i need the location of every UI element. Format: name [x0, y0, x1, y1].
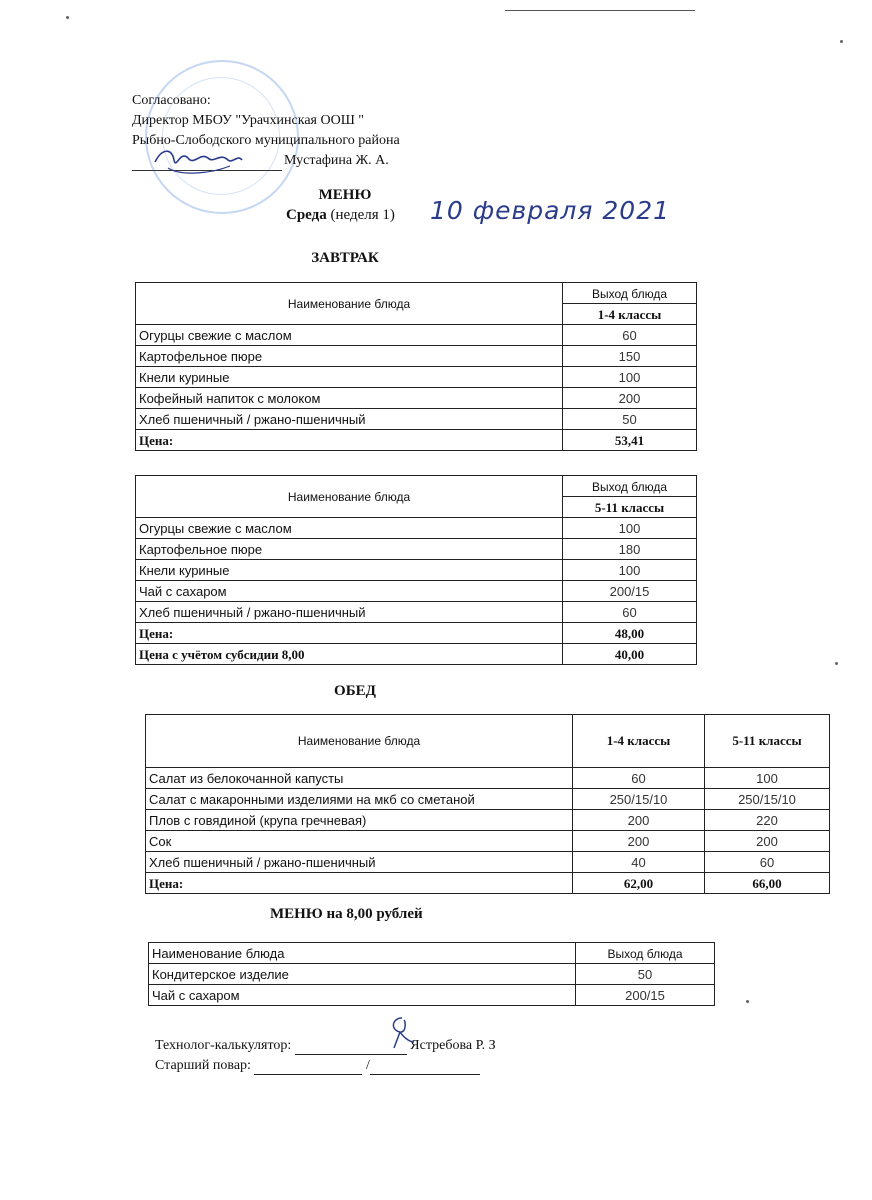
table-row: [146, 852, 830, 873]
breakfast-title: ЗАВТРАК: [311, 250, 379, 266]
column-header-output: Выход блюда: [563, 476, 697, 497]
approval-director-title: Директор МБОУ "Урачхинская ООШ ": [132, 113, 365, 128]
dish-name: Огурцы свежие с маслом: [136, 518, 563, 539]
column-header-class: 1-4 классы: [563, 304, 697, 325]
technologist-name: Ястребова Р. З: [410, 1038, 496, 1053]
dish-name: Кнели куриные: [136, 560, 563, 581]
dish-output: 200: [563, 388, 697, 409]
dish-name: Хлеб пшеничный / ржано-пшеничный: [136, 602, 563, 623]
scan-speck: [835, 662, 838, 665]
price-row: [136, 430, 697, 451]
footer-technologist: [155, 1036, 496, 1055]
column-header-name: Наименование блюда: [136, 283, 563, 325]
dish-output: 180: [563, 539, 697, 560]
table-row: [136, 346, 697, 367]
dish-output-junior: 250/15/10: [573, 789, 705, 810]
table-row: [146, 810, 830, 831]
lunch-table: [145, 714, 830, 894]
dish-output: 100: [563, 518, 697, 539]
table-row: [136, 560, 697, 581]
dish-name: Чай с сахаром: [136, 581, 563, 602]
breakfast-junior-table: [135, 282, 697, 451]
price-senior: 66,00: [705, 873, 830, 894]
table-row: [136, 325, 697, 346]
table-header-row: [136, 476, 697, 497]
menu8-table: [148, 942, 715, 1006]
column-header-output: Выход блюда: [576, 943, 715, 964]
cook-name-separator: /: [365, 1058, 370, 1073]
dish-output: 200/15: [576, 985, 715, 1006]
technologist-label: Технолог-калькулятор:: [155, 1038, 292, 1053]
price-row: [136, 623, 697, 644]
dish-output: 100: [563, 367, 697, 388]
week-number: (неделя 1): [330, 207, 395, 223]
dish-output-junior: 200: [573, 810, 705, 831]
day-name: Среда: [286, 207, 327, 223]
dish-output: 60: [563, 602, 697, 623]
dish-output: 50: [563, 409, 697, 430]
dish-output: 200/15: [563, 581, 697, 602]
dish-name: Чай с сахаром: [149, 985, 576, 1006]
director-signature-icon: [150, 140, 245, 180]
price-value: 53,41: [563, 430, 697, 451]
dish-output-senior: 250/15/10: [705, 789, 830, 810]
cook-signature-line: [254, 1060, 362, 1075]
table-row: [136, 367, 697, 388]
price-junior: 62,00: [573, 873, 705, 894]
handwritten-date: 10 февраля 2021: [430, 196, 671, 225]
dish-name: Огурцы свежие с маслом: [136, 325, 563, 346]
technologist-signature-icon: [380, 1012, 420, 1057]
dish-name: Кондитерское изделие: [149, 964, 576, 985]
dish-name: Картофельное пюре: [136, 346, 563, 367]
table-row: [146, 831, 830, 852]
subsidy-label: Цена с учётом субсидии 8,00: [136, 644, 563, 665]
column-header-name: Наименование блюда: [149, 943, 576, 964]
dish-output-senior: 200: [705, 831, 830, 852]
price-label: Цена:: [136, 430, 563, 451]
column-header-output: Выход блюда: [563, 283, 697, 304]
price-value: 48,00: [563, 623, 697, 644]
table-row: [146, 768, 830, 789]
dish-output-junior: 60: [573, 768, 705, 789]
approval-label: Согласовано:: [132, 93, 211, 108]
price-label: Цена:: [136, 623, 563, 644]
dish-output: 60: [563, 325, 697, 346]
subsidy-price: 40,00: [563, 644, 697, 665]
table-row: [136, 518, 697, 539]
table-row: [149, 964, 715, 985]
table-header-row: [146, 715, 830, 768]
footer-cook: [155, 1056, 480, 1075]
lunch-title: ОБЕД: [334, 683, 376, 699]
scan-speck: [746, 1000, 749, 1003]
column-header-name: Наименование блюда: [146, 715, 573, 768]
table-row: [146, 789, 830, 810]
page-subtitle: [286, 207, 395, 224]
subsidy-row: [136, 644, 697, 665]
column-header-senior: 5-11 классы: [705, 715, 830, 768]
table-row: [136, 602, 697, 623]
cook-name-line: [370, 1060, 480, 1075]
table-header-row: [149, 943, 715, 964]
table-row: [136, 388, 697, 409]
dish-output-junior: 40: [573, 852, 705, 873]
scan-line: [505, 10, 695, 11]
table-row: [136, 539, 697, 560]
dish-output-junior: 200: [573, 831, 705, 852]
dish-name: Картофельное пюре: [136, 539, 563, 560]
table-row: [149, 985, 715, 1006]
cook-label: Старший повар:: [155, 1058, 251, 1073]
dish-output: 50: [576, 964, 715, 985]
column-header-junior: 1-4 классы: [573, 715, 705, 768]
menu8-title: МЕНЮ на 8,00 рублей: [270, 906, 423, 922]
approval-district: Рыбно-Слободского муниципального района: [132, 133, 400, 148]
dish-output-senior: 60: [705, 852, 830, 873]
page-title: МЕНЮ: [318, 187, 372, 203]
dish-output-senior: 220: [705, 810, 830, 831]
table-header-row: [136, 283, 697, 304]
dish-name: Хлеб пшеничный / ржано-пшеничный: [146, 852, 573, 873]
price-label: Цена:: [146, 873, 573, 894]
dish-output: 150: [563, 346, 697, 367]
dish-name: Кнели куриные: [136, 367, 563, 388]
dish-name: Кофейный напиток с молоком: [136, 388, 563, 409]
dish-name: Салат с макаронными изделиями на мкб со сметаной: [146, 789, 573, 810]
director-name: Мустафина Ж. А.: [284, 153, 389, 168]
breakfast-senior-table: [135, 475, 697, 665]
dish-output-senior: 100: [705, 768, 830, 789]
scan-speck: [840, 40, 843, 43]
dish-name: Плов с говядиной (крупа гречневая): [146, 810, 573, 831]
table-row: [136, 581, 697, 602]
dish-name: Сок: [146, 831, 573, 852]
column-header-name: Наименование блюда: [136, 476, 563, 518]
column-header-class: 5-11 классы: [563, 497, 697, 518]
dish-output: 100: [563, 560, 697, 581]
table-row: [136, 409, 697, 430]
price-row: [146, 873, 830, 894]
dish-name: Хлеб пшеничный / ржано-пшеничный: [136, 409, 563, 430]
scan-speck: [66, 16, 69, 19]
dish-name: Салат из белокочанной капусты: [146, 768, 573, 789]
